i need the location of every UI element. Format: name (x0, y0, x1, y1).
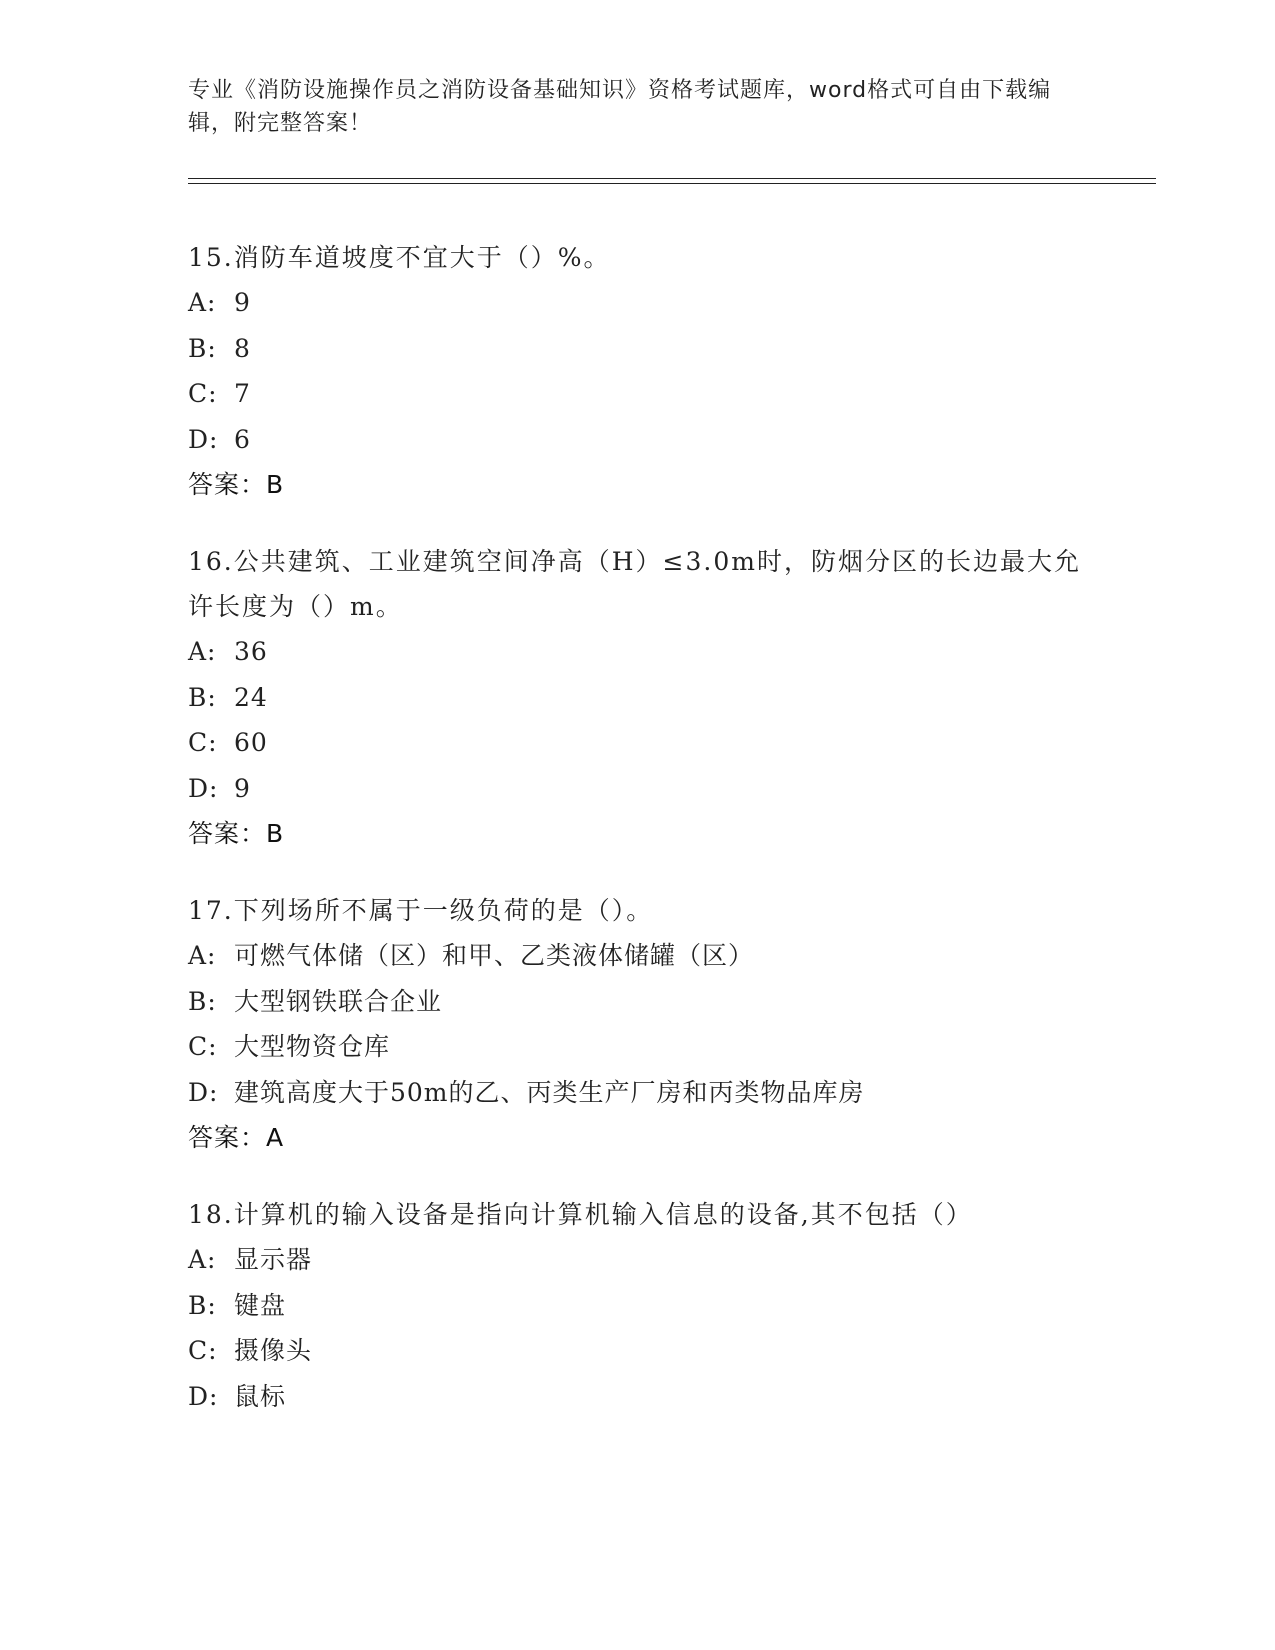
question-16 (188, 539, 1088, 856)
option-value: 摄像头 (234, 1336, 313, 1365)
answer-text: 答案：A (188, 1123, 285, 1152)
option-d (188, 766, 1088, 812)
document-header: 专业《消防设施操作员之消防设备基础知识》资格考试题库，word格式可自由下载编辑，附完整答案！ (188, 78, 1052, 136)
option-value: 建筑高度大于50m的乙、丙类生产厂房和丙类物品库房 (234, 1077, 865, 1107)
option-key: D: (188, 1077, 219, 1107)
option-a (188, 629, 1088, 675)
option-key: C: (188, 1032, 218, 1061)
option-key: A: (188, 1245, 217, 1274)
option-value: 9 (234, 288, 251, 317)
option-c (188, 720, 1088, 766)
option-value: 60 (234, 728, 268, 757)
option-value: 8 (234, 333, 251, 363)
option-key: A: (188, 941, 217, 970)
answer-text: 答案：B (188, 470, 285, 499)
option-key: A: (188, 288, 217, 317)
question-17 (188, 888, 1088, 1160)
option-key: C: (188, 1336, 218, 1365)
option-a (188, 933, 1088, 979)
option-key: A: (188, 637, 217, 666)
option-key: D: (188, 773, 219, 803)
question-list (188, 235, 1088, 1451)
option-key: B: (188, 986, 217, 1016)
option-value: 键盘 (234, 1290, 287, 1320)
option-c (188, 1024, 1088, 1070)
option-c (188, 371, 1088, 417)
option-key: B: (188, 1290, 217, 1320)
option-value: 7 (234, 379, 251, 408)
option-value: 显示器 (234, 1245, 313, 1274)
option-value: 大型物资仓库 (234, 1032, 391, 1061)
question-18 (188, 1192, 1088, 1419)
option-key: D: (188, 424, 219, 454)
answer-text: 答案：B (188, 819, 285, 848)
option-key: B: (188, 682, 217, 712)
option-a (188, 1237, 1088, 1283)
question-text: 18.计算机的输入设备是指向计算机输入信息的设备,其不包括（） (188, 1200, 973, 1229)
option-value: 可燃气体储（区）和甲、乙类液体储罐（区） (234, 941, 755, 970)
option-key: D: (188, 1381, 219, 1411)
option-key: C: (188, 728, 218, 757)
option-d (188, 417, 1088, 463)
option-b (188, 979, 1088, 1025)
header-rule-bottom (188, 183, 1156, 184)
option-value: 36 (234, 637, 268, 666)
question-text: 15.消防车道坡度不宜大于（）%。 (188, 243, 611, 272)
question-text: 17.下列场所不属于一级负荷的是（）。 (188, 896, 654, 925)
option-d (188, 1374, 1088, 1420)
option-value: 9 (234, 773, 251, 803)
option-b (188, 675, 1088, 721)
option-key: C: (188, 379, 218, 408)
option-value: 鼠标 (234, 1381, 287, 1411)
option-key: B: (188, 333, 217, 363)
option-value: 24 (234, 682, 268, 712)
option-value: 6 (234, 424, 251, 454)
option-c (188, 1328, 1088, 1374)
option-value: 大型钢铁联合企业 (234, 986, 443, 1016)
option-d (188, 1070, 1088, 1116)
option-a (188, 280, 1088, 326)
question-15 (188, 235, 1088, 507)
option-b (188, 326, 1088, 372)
option-b (188, 1283, 1088, 1329)
header-rule-top (188, 178, 1156, 179)
question-text: 16.公共建筑、工业建筑空间净高（H）≤3.0m时，防烟分区的长边最大允许长度为（）m。 (188, 547, 1081, 621)
